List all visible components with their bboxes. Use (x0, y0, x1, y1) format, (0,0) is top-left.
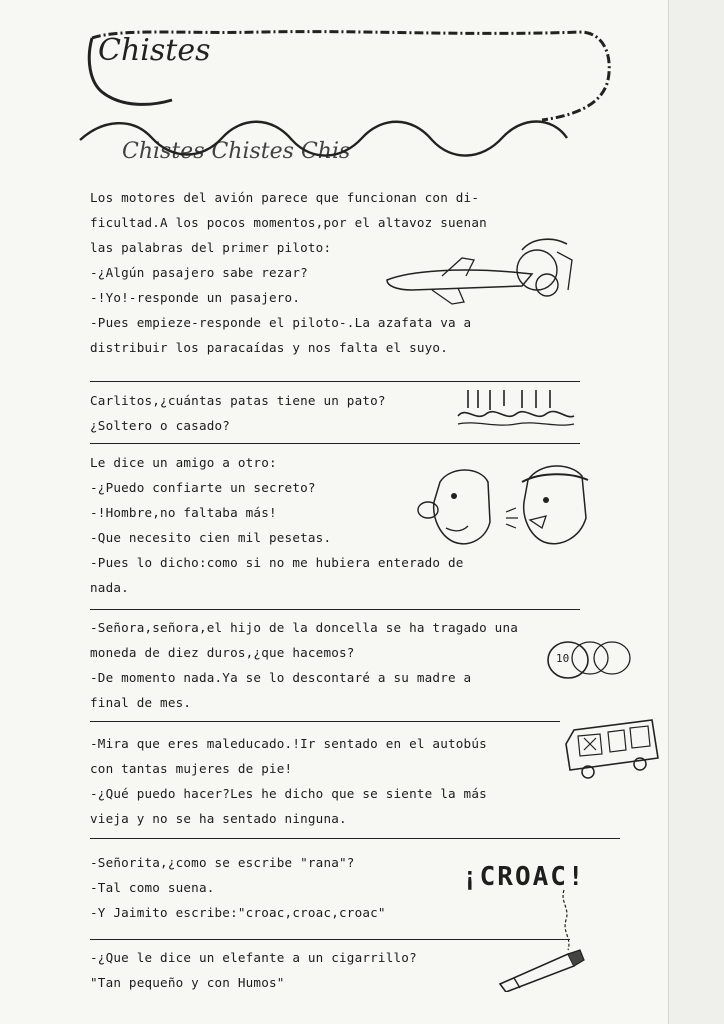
joke-frog (90, 850, 386, 925)
coins-illustration (546, 636, 638, 684)
header-subtitle: Chistes Chistes Chis (122, 139, 351, 164)
joke-line: -¿Qué puedo hacer?Les he dicho que se siente la más (90, 786, 487, 801)
joke-line: Los motores del avión parece que funcionan con di- (90, 190, 480, 205)
header-banner (62, 20, 622, 180)
joke-line: -¿Algún pasajero sabe rezar? (90, 265, 308, 280)
joke-line: -Pues empieze-responde el piloto-.La azafata va a (90, 315, 472, 330)
header-title: Chistes (98, 33, 211, 68)
joke-secret (90, 450, 464, 600)
joke-elephant (90, 945, 417, 995)
joke-line: -!Yo!-responde un pasajero. (90, 290, 301, 305)
joke-line: -¿Que le dice un elefante a un cigarrillo? (90, 950, 417, 965)
joke-line: final de mes. (90, 695, 192, 710)
divider (90, 381, 580, 382)
divider (90, 609, 580, 610)
joke-line: -Tal como suena. (90, 880, 215, 895)
joke-line: Le dice un amigo a otro: (90, 455, 277, 470)
cigarette-illustration (494, 888, 594, 992)
divider (90, 721, 560, 722)
joke-line: -!Hombre,no faltaba más! (90, 505, 277, 520)
joke-line: las palabras del primer piloto: (90, 240, 332, 255)
joke-line: vieja y no se ha sentado ninguna. (90, 811, 347, 826)
divider (90, 838, 620, 839)
joke-coin (90, 615, 518, 715)
croac-label: ¡CROAC! (462, 862, 586, 892)
joke-line: moneda de diez duros,¿que hacemos? (90, 645, 355, 660)
joke-line: -Pues lo dicho:como si no me hubiera enterado de (90, 555, 464, 570)
airplane-pilot-illustration (382, 230, 582, 320)
duck-feet-illustration (456, 386, 576, 430)
joke-line: -Mira que eres maleducado.!Ir sentado en el autobús (90, 736, 487, 751)
joke-duck (90, 388, 386, 438)
joke-line: -De momento nada.Ya se lo descontaré a su madre a (90, 670, 472, 685)
joke-line: -Señorita,¿como se escribe "rana"? (90, 855, 355, 870)
joke-line: nada. (90, 580, 129, 595)
joke-line: distribuir los paracaídas y nos falta el suyo. (90, 340, 448, 355)
joke-line: Carlitos,¿cuántas patas tiene un pato? (90, 393, 386, 408)
joke-line: con tantas mujeres de pie! (90, 761, 293, 776)
coin-label: 10 (556, 652, 570, 665)
divider (90, 443, 580, 444)
joke-line: -Que necesito cien mil pesetas. (90, 530, 332, 545)
bus-illustration (560, 714, 664, 786)
two-friends-illustration (410, 462, 600, 562)
joke-bus (90, 731, 487, 831)
joke-line: -¿Puedo confiarte un secreto? (90, 480, 316, 495)
joke-line: ficultad.A los pocos momentos,por el altavoz suenan (90, 215, 487, 230)
joke-line: ¿Soltero o casado? (90, 418, 231, 433)
joke-line: "Tan pequeño y con Humos" (90, 975, 285, 990)
joke-line: -Señora,señora,el hijo de la doncella se ha tragado una (90, 620, 519, 635)
joke-line: -Y Jaimito escribe:"croac,croac,croac" (90, 905, 386, 920)
page-edge (668, 0, 724, 1024)
